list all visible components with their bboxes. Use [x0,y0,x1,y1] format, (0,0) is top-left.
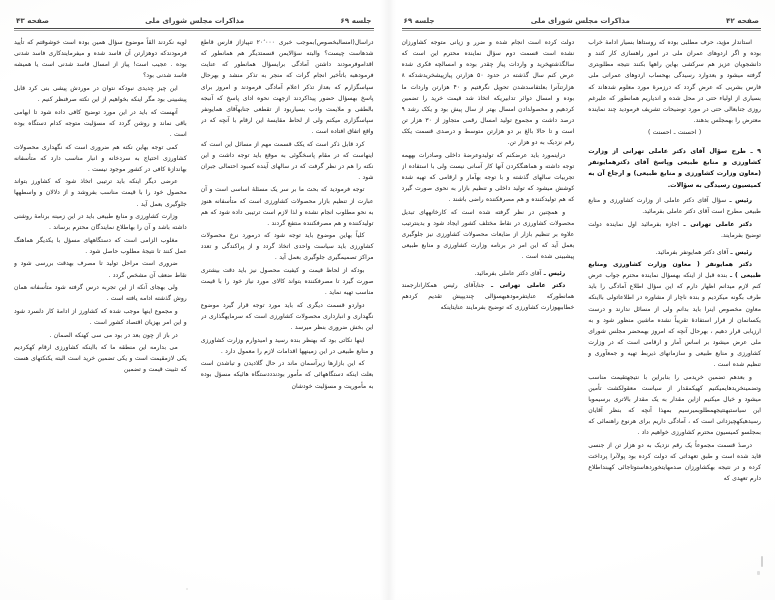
column-left-page-right [201,37,374,594]
paragraph: توجه فرمودید که بحث ما بر سر یک مسئلهٔ اساسی است و آن عبارت از تنظیم بازار محصولات کشاورزی است که متأسفانه هنوز به نحو مطلوب انجام نشده و لذا لازم است ترتیبی داده شود که هم تولیدکننده و هم مصرفکننده منتفع گردند . [200,186,374,227]
paragraph: در باز از چون بعد در بود می سی کهنکه الصمان . [49,331,178,339]
speaker-label: رئیس ـ [543,269,566,277]
speech-text: آقای دکتر همایونفر بفرمائید. [655,248,729,256]
speaker-label: دکتر همایونفر ( معاون وزارت کشاورزی ومنابع طبیعی ) ـ [588,261,761,280]
speech-paragraph [402,268,575,279]
paragraph: دولت کرده است انجام شده و ضرر و زیانی متوجه کشاورزان نشده است قسمت دوم سؤال نماینده محترم این است که سالگذشتهخرید و واردات پیاز چقدر بوده و امسالچه فکری شده عرض کنم سال گذشته در حدود ۵۰ هزارتن پیازپیشخریدشدکه ۸ هزارتنآنرا بعلتفاسدشدن تحویل نگرفتیم و ۴۰ هزارتن واردات ما بوده و امسال دوائر تدابیریکه اتخاذ شد قیمت خرید را تضمین کردهیم و محصولدادن امسال بهتر از سال پیش بود و یکک رشد ۹ درصد داشت و مجموع تولید امسال رقمی متجاوز از ۳۰ هزار تن است و تا حالا بالغ بر دو هزارتن متوسط و درصدی قسمت یکک رقم نزدیک به دو هزار تن. [401,39,575,147]
header-rule-left-page [14,28,374,29]
paragraph: و بعدهم تضمین خریدمی را بنابراین با نتیجهتقیمت مناسب وتضمینخریدهایمیکنیم کهیکمقدار از سیاست معقولکشت تأمین میشود و خیال میکنیم ازاین مقدار به یک مقدار بالاتری برسیموبا این سیاستبهنتیجهمطلوبمیرسیم بمهذا آنچه که بنظر آقایان رسیدهیکهچیزدانی است که ، آمادگی داریم برای هرنوع راهنمائی که بمجلسو کمیسیون محترم کشاورزی خواهیم داد . [588,373,761,437]
paragraph: که این بازارها زیرآسمان ماند در حال گلادیدن و تباشدن است بعلت اینکه دستگاههائی که مأمور بودندددستگاه هائیکه مسؤل بوده به مأموریت و مسؤلیت خودشان [200,360,374,390]
speaker-label: دکتر عاملی تهرانی ـ [490,282,566,290]
paragraph: آنهست که باید در این مورد توضیح کافی داده شود تا ابهامی باقی نماند و روشن گردد که مسؤلیت متوجه کدام دستگاه بوده است . [14,108,187,138]
page-number-right-page: صفحه ۴۲ [726,16,759,25]
paragraph: کرد قابل ذکر است که یکک قسمت مهم از مسائل این است که اینهاست که در مقام پاسخگوئی به موقع باید توجه داشت و این نکته را هم در نظر گرفت که در سالهای آینده کمبود احتمالی جبران شود . [200,140,374,181]
paragraph: بودکه از لحاظ قیمت و کیفیت محصول نیز باید دقت بیشتری صورت گیرد تا مصرفکننده بتواند کالای مورد نیاز خود را با قیمت مناسب تهیه نماید . [200,267,374,297]
document-title-left-page: مذاکرات مجلس شورای ملی [145,16,245,25]
paragraph: عرضی دیگر اینکه باید ترتیبی اتخاذ شود که کشاورز بتواند محصول خود را با قیمت مناسب بفروشد و از دلالان و واسطهها جلوگیری بعمل آید . [14,178,187,208]
session-label-right-page: جلسه ۶۹ [403,16,435,25]
paragraph: این چیز چدیدی نبودکه نتوان در موردش پیشی بنی کرد قابل پیشبینی بود مگر اینکه بخواهیم از این نکته صرفنظر کنیم . [14,85,187,104]
paragraph: و مجموع اینها موجب شده که کشاورز از ادامهٔ کار دلسرد شود و این امر بهزیان اقتصاد کشور است . [14,307,187,326]
paragraph: ضروری است مراحل تولید تا مصرف بهدقت بررسی شود و نقاط ضعف آن مشخص گردد . [14,260,187,279]
column-left-page-left [14,37,187,594]
paragraph: ولی بهجای آنکه از این تجربه درس گرفته شود متأسفانه همان روش گذشته ادامه یافته است . [14,284,187,303]
paragraph: دواردو قسمت دیگری که باید مورد توجه قرار گیرد موضوع نگهداری و انبارداری محصولات کشاورزی است که سرمایهگذاری در این بخش ضروری بنظر میرسد . [200,301,374,332]
header-rule-secondary-left-page [14,30,374,31]
header-rule-secondary-right-page [402,30,762,31]
paragraph-applause: ( احسنت ـ احسنت ) [647,129,702,137]
speech-text: بنده قبل از اینکه بهسؤال نماینده محترم جواب عرض کنم لازم میدانم اظهار دارم که این سؤال اطلاع آمادگی را باید طرف بگونه میکردیم و بنده ناچار از مشاوره در اطلاعاتولی بااینکه معاون مخصوص اینرا باید بدانم ولی از مسائل ندارند و درست یکسانمان از قرار استفادهٔ تقریباً نشده ماشین منظور شود و به ارزیابی قرار دهیم ، بهرحال آنچه که امروز بهمحضر مجلس شورای ملی عرض میشود بر اساس آمار و ارقامی است که در وزارت کشاورزی و منابع طبیعی و سازمانهای ذیربط تهیه و جمعآوری و تنظیم شده است . [588,272,761,368]
header-rule-right-page [402,28,762,29]
speech-paragraph [588,219,761,241]
columns-left-page [14,37,374,594]
paragraph: وزارت کشاورزی و منابع طبیعی باید در این زمینه برنامهٔ روشنی داشته باشد و آن را بهاطلاع نمایندگان محترم برساند . [14,213,187,232]
speech-text: آقای دکتر عاملی بفرمائید. [474,269,542,277]
paragraph: استاندار مؤید، حرف مطلبی بوده که روستاها بسیار ادامهٔ خراب بوده و اگر اردوهای عمران ملی در امور راهسازی کار کنند و دانشجویان عزیز هم سرکشی بهاین راهها بکنند نتیجه مطلوبتری گرفته میشود و بعدوارد رسیدگی بهحساب اردوهای عمرانی ملی فارس بشربی که عرض گردد که درزمرهٔ مورد معلوم شدهاند که بسیاری از اولیاء حتی در محل شده و اندیاریم همانطور که علیرغم روزی جنابعالی حتی در مورد توضیحات تشریف فرمودید چند نماینده معترض را بهمجلس بدهند. [588,39,761,124]
paragraph: دراینمورد باید عرضکنم که تولیدوعرضهٔ داخلی وصادرات بههمه توجه داشته و هماهنگکردن آنها کار آسانی نیست ولی با استفاده از تجربیات سالهای گذشته و با توجه بهآمار و ارقامی که تهیه شده کوشش میشود که تولید داخلی و تنظیم بازار به نحوی صورت گیرد که هم تولیدکننده و هم مصرفکننده راضی باشند . [401,151,575,203]
speech-paragraph [402,280,575,313]
speaker-label: رئیس ـ [730,248,752,256]
page-right [388,0,775,600]
speech-text: اجازه بفرمائید اول نماینده دولت توضیح بفرمایند. [588,220,761,239]
speech-text: سؤال آقای دکتر عاملی از وزارت کشاورزی و منابع طبیعی مطرح است آقای دکتر عاملی بفرمائید. [588,197,761,216]
speech-paragraph [588,247,761,258]
speech-paragraph [588,259,761,370]
column-right-page-right [588,37,761,594]
speech-text: جنابآقای رئیس همکارانارجمند همانطورکه عنایتفرمودهبهسؤالی چندیپیش تقدیم کردهم خطاببهوزارت کشاورزی که توضیح بفرمایند عنایتاینکه [401,282,575,312]
session-label-left-page: جلسه ۶۹ [340,16,372,25]
speaker-label: رئیس ـ [729,197,752,205]
speech-paragraph [588,195,761,217]
paragraph: درصدٔ قسمت مجموعاً یک رقم نزدیک به دو هزار تن از جنسی قاید شده است و طبق تعهداتی که دولت کرده بود پولآنرا پرداخت کرده و در نتیجه بهکشاورزان صدمهایتخوردهاستوتاجائی کهبنداطلاع دارم تعهدی که [588,441,761,482]
paragraph: اینها نکاتی بود که بهنظر بنده رسید و امیدوارم وزارت کشاورزی و منابع طبیعی در این زمینهها اقدامات لازم را معمول دارد . [200,336,374,355]
paragraph: دراسال(امسالبخصوص)بموجب خبری ۲۰٬۰۰۰ تنپیازاز فارس قاطع شدهاست چیست؟ والبته سؤالایمن قسمتدیگر هم همانطور که اقداموفرمودند داشتن آمادگی برایسؤال همانطور که عنایت فرمودهبه باتأخیر انجام گرات که منجر به تذکر منشد و بهرحال سپاسگزارم که بعداز تذکر اعلام آمادگی فرمودند و امروز برای پاسخ بهسؤال حضور پیداکردند ازجهت نحوه ادای پاسخ که آنبجه بالطفی و ملایمت وادب بسیاربود از تقطعی جنابهآقای همایونفر سپاسگزاری میکنم ولی از لحاظ مقایسهٔ این ارقام با آنچه که در واقع اتفاق افتاده است . [200,39,374,135]
paragraph: مغلوب الزامی است که دستگاههای مسؤل با یکدیگر هماهنگ عمل کنند تا نتیجهٔ مطلوب حاصل شود . [14,236,187,255]
agenda-item-heading: ۹ ـ طرح سؤال آقای دکتر عاملی تهرانی از وزارت کشاورزی و منابع طبیعی وپاسخ آقای دکترهمایونفر (معاون وزارت کشاورزی و منابع طبیعی) و ارجاع آن به کمیسیون رسیدگی به سؤالات. [588,147,761,189]
speaker-label: دکتر عاملی تهرانی ـ [683,220,752,228]
paragraph: کلیاً بهاین موضوع باید توجه شود که درمورد نرخ محصولات کشاورزی باید سیاست واحدی اتخاذ گردد و از پراکندگی و تعدد مراکز تصمیمگیری جلوگیری بعمل آید . [200,232,374,262]
paragraph: و همچنین در نظر گرفته شده است که کارخانههای تبدیل محصولات کشاورزی در نقاط مختلف کشور ایجاد شود و بدینترتیب علاوه بر تنظیم بازار از ضایعات محصولات کشاورزی نیز جلوگیری بعمل آید که این امر در برنامه وزارت کشاورزی و منابع طبیعی پیشبینی شده است . [401,208,575,260]
page-number-left-page: صفحه ۴۳ [16,16,49,25]
paragraph: لویه نکردند القاً موضوع سؤال همین بوده است خوشوقتم که تأیید فرمودندکه دوهزارتن آن فاسد شده و میفرمایندکاری فاسد شدنی بوده . عجیب است! پیاز از امسال فاسد شدنی است یا همیشه فاسد شدنی بود؟ [14,39,187,80]
running-head-left-page [14,16,374,27]
document-title-right-page: مذاکرات مجلس شورای ملی [530,16,630,25]
paragraph: کمی توجه بهاین نکته هم ضروری است که نگهداری محصولات کشاورزی احتیاج به سردخانه و انبار مناسب دارد که متأسفانه بهاندازهٔ کافی در کشور موجود نیست . [14,143,187,173]
columns-right-page [402,37,762,594]
paragraph: می بدارمه این منطقه ما که بااینکه کشاورزی ارقام کهکردیم یکی لازمقیمت است و یکی تضمین خرید است البته یکنکتهای هست که تثبیت قیمت و تضمین [14,344,187,374]
column-right-page-left [402,37,575,594]
running-head-right-page [402,16,762,27]
